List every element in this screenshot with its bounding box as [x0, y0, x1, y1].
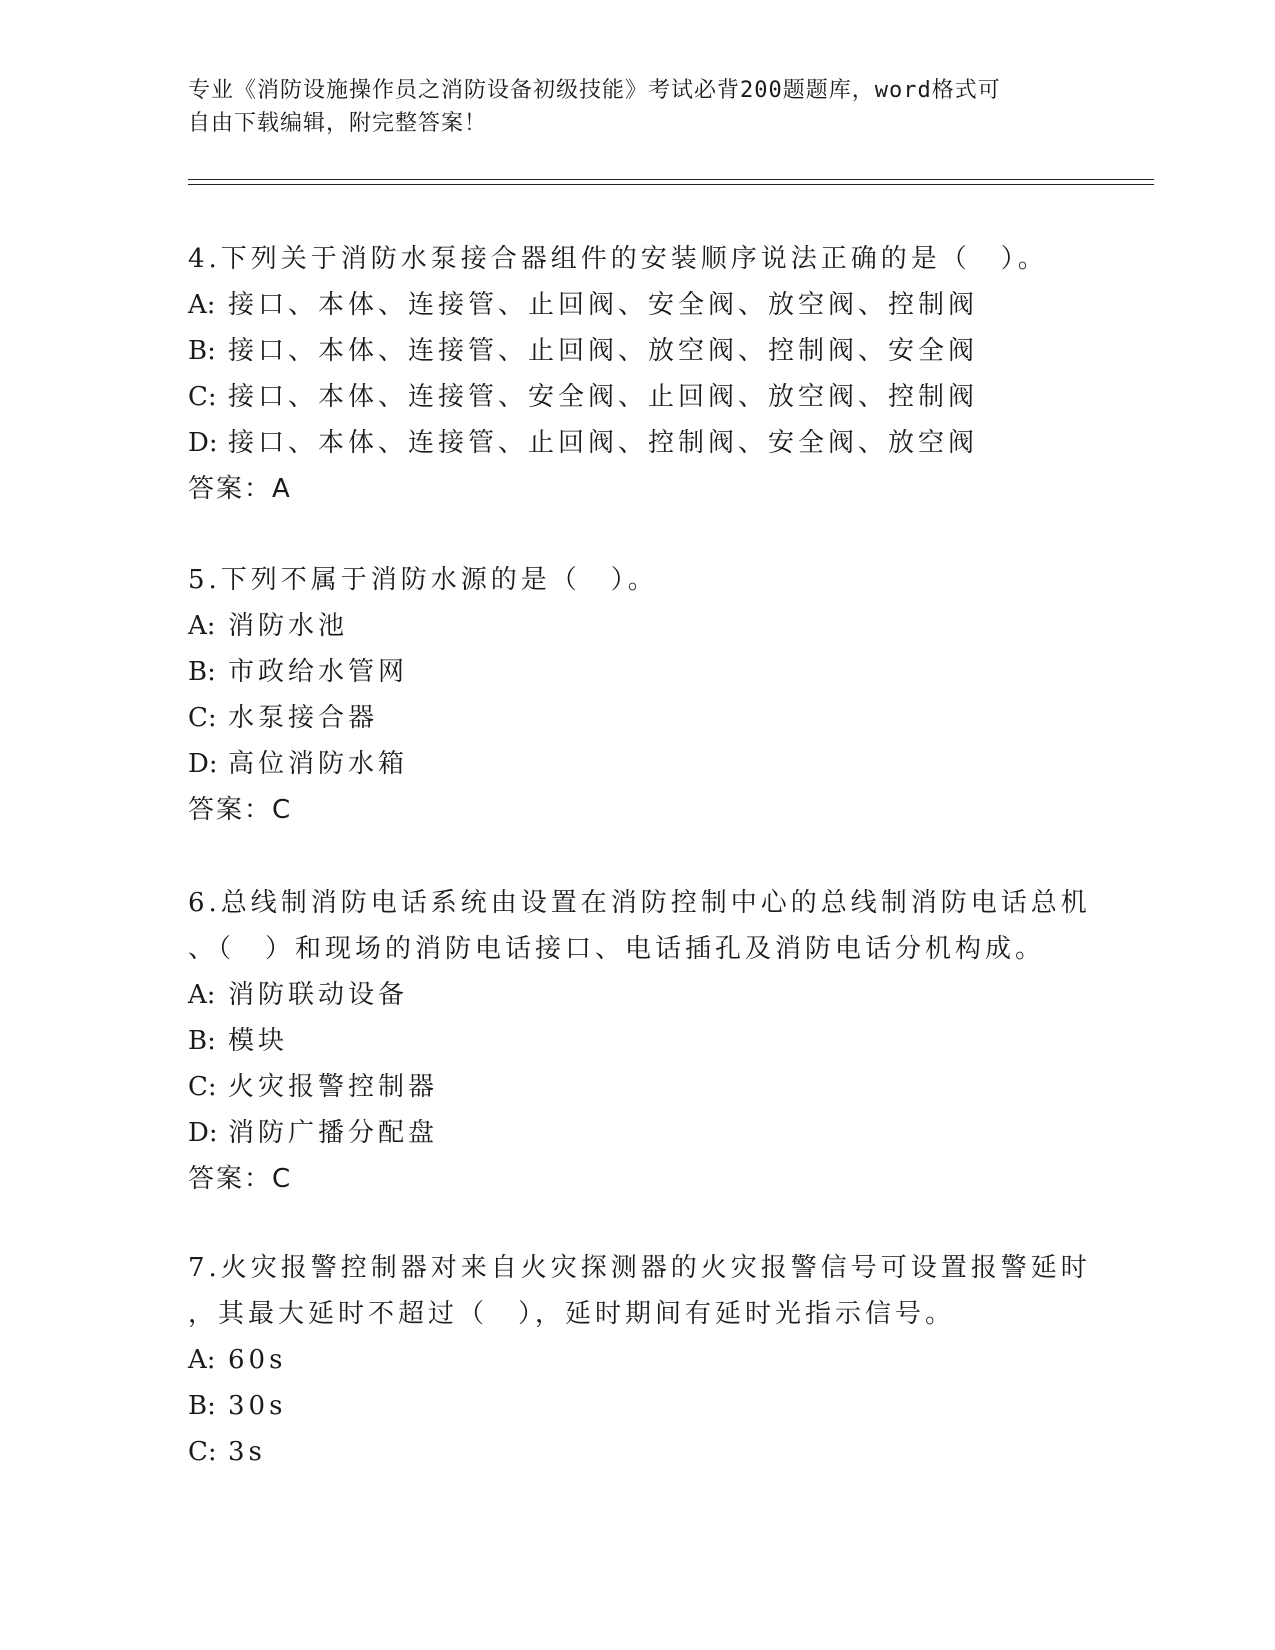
answer-line: 答案：C — [188, 1164, 293, 1194]
option-c — [188, 1064, 1088, 1110]
option-text: 30s — [228, 1391, 287, 1421]
option-label: B: — [188, 1391, 216, 1421]
header-divider-bottom — [188, 184, 1154, 185]
header-line-1: 专业《消防设施操作员之消防设备初级技能》考试必背200题题库，word格式可 — [188, 78, 1001, 103]
document-header — [188, 74, 1088, 140]
option-b — [188, 1018, 1088, 1064]
option-text: 接口、本体、连接管、止回阀、控制阀、安全阀、放空阀 — [228, 428, 979, 458]
option-label: C: — [188, 1072, 217, 1102]
header-divider-top — [188, 179, 1154, 180]
answer-line: 答案：A — [188, 474, 292, 504]
option-c — [188, 1429, 1088, 1475]
option-label: A: — [188, 290, 216, 320]
question-stem-line-1: 7.火灾报警控制器对来自火灾探测器的火灾报警信号可设置报警延时 — [188, 1253, 1091, 1283]
question-stem: 4.下列关于消防水泵接合器组件的安装顺序说法正确的是（ ）。 — [188, 244, 1048, 274]
option-d — [188, 420, 1088, 466]
option-text: 3s — [228, 1437, 266, 1467]
option-label: C: — [188, 1437, 217, 1467]
option-b — [188, 1383, 1088, 1429]
option-label: B: — [188, 336, 216, 366]
option-label: B: — [188, 1026, 216, 1056]
option-text: 60s — [228, 1345, 287, 1375]
option-text: 市政给水管网 — [228, 657, 409, 687]
option-label: C: — [188, 382, 217, 412]
question-stem-line-1: 6.总线制消防电话系统由设置在消防控制中心的总线制消防电话总机 — [188, 888, 1091, 918]
option-label: A: — [188, 611, 216, 641]
option-c — [188, 695, 1088, 741]
option-b — [188, 328, 1088, 374]
question-6 — [188, 880, 1091, 1202]
option-label: D: — [188, 1118, 218, 1148]
option-text: 高位消防水箱 — [228, 749, 409, 779]
option-text: 接口、本体、连接管、止回阀、放空阀、控制阀、安全阀 — [228, 336, 979, 366]
question-stem-line-2: 、（ ）和现场的消防电话接口、电话插孔及消防电话分机构成。 — [188, 934, 1046, 964]
header-line-2: 自由下载编辑，附完整答案！ — [188, 111, 488, 136]
option-label: A: — [188, 1345, 216, 1375]
question-5 — [188, 557, 1088, 833]
option-b — [188, 649, 1088, 695]
question-stem: 5.下列不属于消防水源的是（ ）。 — [188, 565, 658, 595]
question-4 — [188, 236, 1088, 512]
option-text: 模块 — [228, 1026, 289, 1056]
option-text: 消防水池 — [228, 611, 349, 641]
option-a — [188, 972, 1088, 1018]
option-a — [188, 1337, 1088, 1383]
option-label: B: — [188, 657, 216, 687]
option-text: 接口、本体、连接管、安全阀、止回阀、放空阀、控制阀 — [228, 382, 979, 412]
option-d — [188, 741, 1088, 787]
option-d — [188, 1110, 1088, 1156]
option-text: 水泵接合器 — [228, 703, 379, 733]
option-label: A: — [188, 980, 216, 1010]
option-label: D: — [188, 749, 218, 779]
option-label: D: — [188, 428, 218, 458]
option-text: 消防联动设备 — [228, 980, 409, 1010]
option-a — [188, 282, 1088, 328]
option-label: C: — [188, 703, 217, 733]
option-c — [188, 374, 1088, 420]
answer-line: 答案：C — [188, 795, 293, 825]
option-text: 接口、本体、连接管、止回阀、安全阀、放空阀、控制阀 — [228, 290, 979, 320]
option-a — [188, 603, 1088, 649]
option-text: 火灾报警控制器 — [228, 1072, 439, 1102]
option-text: 消防广播分配盘 — [228, 1118, 439, 1148]
question-7 — [188, 1245, 1091, 1475]
question-stem-line-2: ，其最大延时不超过（ ），延时期间有延时光指示信号。 — [188, 1299, 956, 1329]
